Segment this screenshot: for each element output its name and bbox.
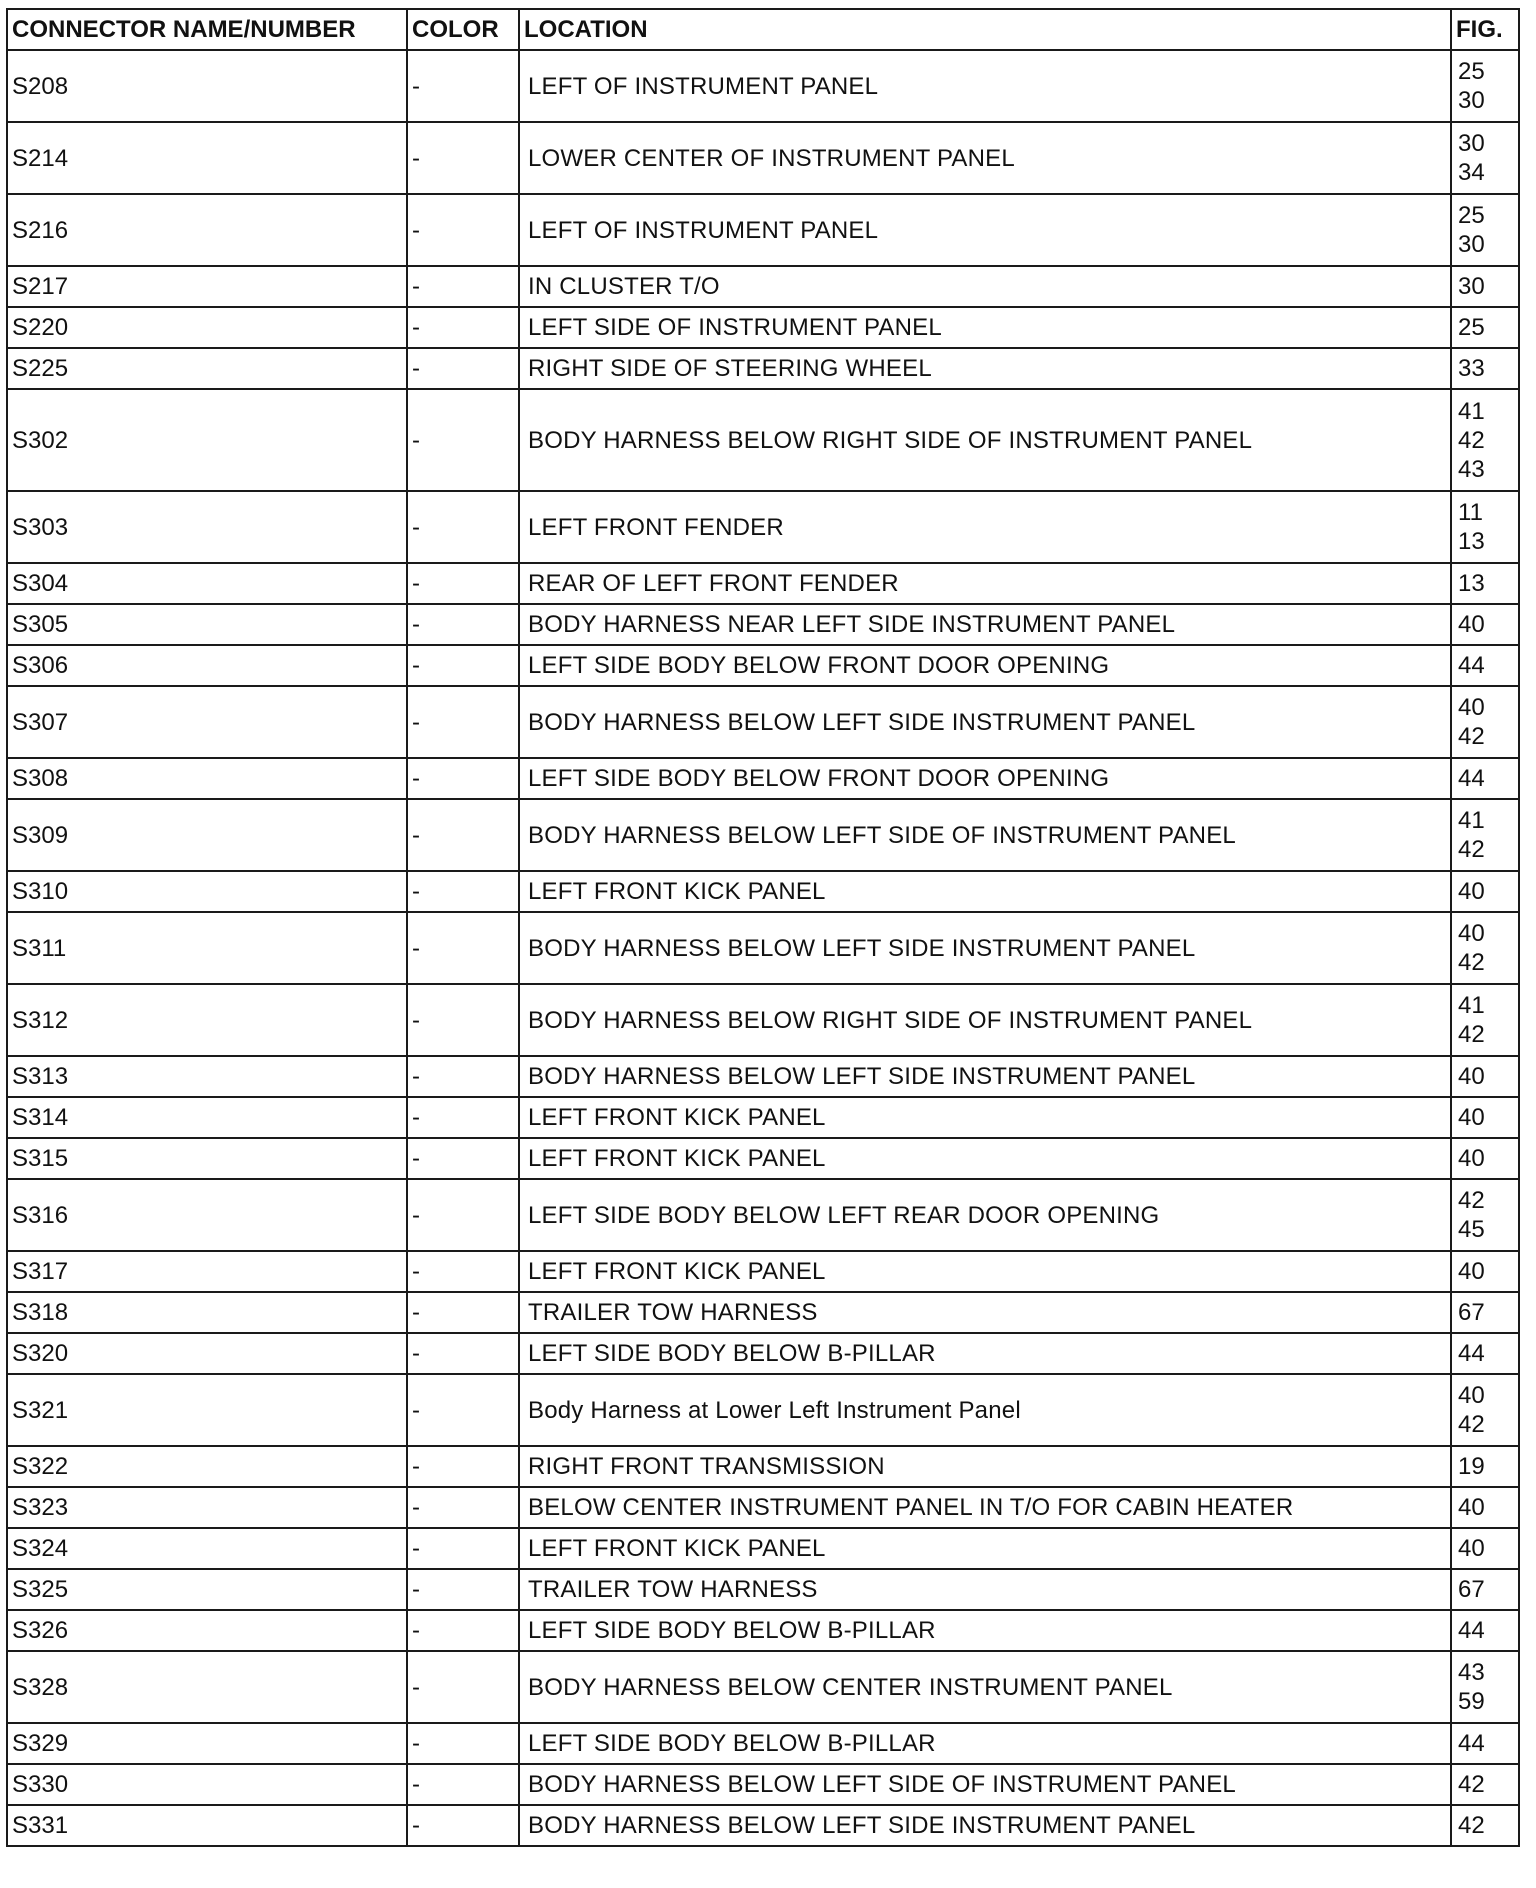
location-cell: LEFT SIDE BODY BELOW LEFT REAR DOOR OPENING [519,1179,1451,1251]
table-row [7,645,1519,686]
location-cell: LEFT SIDE OF INSTRUMENT PANEL [519,307,1451,348]
table-row [7,491,1519,563]
fig-cell [1451,645,1519,686]
fig-cell [1451,1179,1519,1251]
location-cell: BODY HARNESS BELOW LEFT SIDE OF INSTRUMENT PANEL [519,799,1451,871]
fig-number: 42 [1458,836,1485,863]
fig-number: 42 [1458,723,1485,750]
fig-number: 30 [1458,130,1485,157]
fig-number: 59 [1458,1688,1485,1715]
fig-cell [1451,50,1519,122]
fig-number: 67 [1458,1299,1485,1326]
fig-number: 40 [1458,1063,1485,1090]
table-row [7,1528,1519,1569]
table-row [7,1805,1519,1846]
table-row [7,871,1519,912]
location-cell: LEFT OF INSTRUMENT PANEL [519,194,1451,266]
table-row [7,50,1519,122]
fig-number: 13 [1458,570,1485,597]
connector-cell: S329 [7,1723,407,1764]
header-row [7,9,1519,50]
table-row [7,1292,1519,1333]
table-header [7,9,1519,50]
fig-number: 44 [1458,652,1485,679]
location-cell: BODY HARNESS BELOW CENTER INSTRUMENT PANEL [519,1651,1451,1723]
color-cell: - [407,1651,519,1723]
color-cell: - [407,912,519,984]
connector-cell: S214 [7,122,407,194]
table-row [7,799,1519,871]
connector-cell: S305 [7,604,407,645]
color-cell: - [407,1528,519,1569]
color-cell: - [407,348,519,389]
fig-number: 44 [1458,1617,1485,1644]
connector-cell: S315 [7,1138,407,1179]
color-cell: - [407,984,519,1056]
header-fig: FIG. [1451,9,1519,50]
location-cell: LEFT SIDE BODY BELOW B-PILLAR [519,1610,1451,1651]
table-row [7,1764,1519,1805]
connector-cell: S309 [7,799,407,871]
table-body [7,50,1519,1846]
fig-number: 40 [1458,694,1485,721]
fig-number: 42 [1458,1021,1485,1048]
location-cell: RIGHT FRONT TRANSMISSION [519,1446,1451,1487]
fig-number: 41 [1458,992,1485,1019]
location-cell: BODY HARNESS BELOW RIGHT SIDE OF INSTRUMENT PANEL [519,984,1451,1056]
connector-cell: S302 [7,389,407,491]
fig-cell [1451,1487,1519,1528]
fig-number: 45 [1458,1216,1485,1243]
color-cell: - [407,1097,519,1138]
fig-number: 44 [1458,765,1485,792]
fig-cell [1451,1292,1519,1333]
fig-cell [1451,389,1519,491]
fig-cell [1451,1764,1519,1805]
table-row [7,758,1519,799]
color-cell: - [407,1446,519,1487]
location-cell: LEFT FRONT KICK PANEL [519,1138,1451,1179]
fig-cell [1451,1097,1519,1138]
connector-cell: S326 [7,1610,407,1651]
fig-cell [1451,194,1519,266]
table-row [7,1569,1519,1610]
fig-cell [1451,122,1519,194]
table-row [7,389,1519,491]
fig-cell [1451,1333,1519,1374]
table-row [7,348,1519,389]
color-cell: - [407,758,519,799]
table-row [7,1487,1519,1528]
table-row [7,912,1519,984]
fig-cell [1451,1138,1519,1179]
fig-cell [1451,1569,1519,1610]
fig-number: 44 [1458,1340,1485,1367]
fig-number: 42 [1458,1771,1485,1798]
connector-cell: S318 [7,1292,407,1333]
location-cell: LEFT SIDE BODY BELOW B-PILLAR [519,1333,1451,1374]
table-row [7,686,1519,758]
connector-cell: S316 [7,1179,407,1251]
fig-number: 13 [1458,528,1485,555]
color-cell: - [407,1138,519,1179]
fig-number: 19 [1458,1453,1485,1480]
location-cell: BODY HARNESS BELOW LEFT SIDE INSTRUMENT PANEL [519,1056,1451,1097]
fig-number: 42 [1458,426,1485,454]
fig-number: 42 [1458,949,1485,976]
color-cell: - [407,1723,519,1764]
fig-number: 34 [1458,159,1485,186]
fig-cell [1451,686,1519,758]
location-cell: BELOW CENTER INSTRUMENT PANEL IN T/O FOR CABIN HEATER [519,1487,1451,1528]
connector-cell: S220 [7,307,407,348]
location-cell: BODY HARNESS BELOW LEFT SIDE INSTRUMENT PANEL [519,1805,1451,1846]
table-row [7,1610,1519,1651]
connector-cell: S323 [7,1487,407,1528]
table-row [7,266,1519,307]
header-connector: CONNECTOR NAME/NUMBER [7,9,407,50]
connector-cell: S307 [7,686,407,758]
fig-cell [1451,1805,1519,1846]
table-row [7,307,1519,348]
table-row [7,1333,1519,1374]
connector-cell: S325 [7,1569,407,1610]
color-cell: - [407,686,519,758]
location-cell: TRAILER TOW HARNESS [519,1569,1451,1610]
connector-cell: S303 [7,491,407,563]
color-cell: - [407,194,519,266]
color-cell: - [407,1569,519,1610]
connector-cell: S317 [7,1251,407,1292]
header-color: COLOR [407,9,519,50]
fig-number: 30 [1458,231,1485,258]
fig-number: 67 [1458,1576,1485,1603]
location-cell: REAR OF LEFT FRONT FENDER [519,563,1451,604]
connector-location-table [6,8,1520,1847]
connector-cell: S312 [7,984,407,1056]
fig-cell [1451,984,1519,1056]
fig-number: 40 [1458,1494,1485,1521]
table-row [7,1723,1519,1764]
fig-cell [1451,1651,1519,1723]
connector-cell: S308 [7,758,407,799]
fig-cell [1451,1446,1519,1487]
connector-cell: S331 [7,1805,407,1846]
fig-number: 30 [1458,87,1485,114]
color-cell: - [407,563,519,604]
table-row [7,1374,1519,1446]
color-cell: - [407,1179,519,1251]
fig-cell [1451,491,1519,563]
fig-cell [1451,871,1519,912]
fig-cell [1451,758,1519,799]
table-row [7,563,1519,604]
table-row [7,194,1519,266]
connector-cell: S313 [7,1056,407,1097]
location-cell: TRAILER TOW HARNESS [519,1292,1451,1333]
fig-number: 40 [1458,1382,1485,1409]
fig-number: 25 [1458,58,1485,85]
color-cell: - [407,50,519,122]
location-cell: LEFT FRONT KICK PANEL [519,1251,1451,1292]
fig-number: 42 [1458,1187,1485,1214]
color-cell: - [407,1292,519,1333]
location-cell: LEFT FRONT KICK PANEL [519,871,1451,912]
fig-number: 33 [1458,355,1485,382]
location-cell: LEFT FRONT FENDER [519,491,1451,563]
fig-cell [1451,1374,1519,1446]
fig-cell [1451,799,1519,871]
location-cell: Body Harness at Lower Left Instrument Panel [519,1374,1451,1446]
fig-number: 43 [1458,1659,1485,1686]
color-cell: - [407,871,519,912]
fig-number: 40 [1458,1535,1485,1562]
location-cell: LEFT OF INSTRUMENT PANEL [519,50,1451,122]
table-row [7,122,1519,194]
fig-number: 41 [1458,807,1485,834]
fig-number: 30 [1458,273,1485,300]
fig-number: 40 [1458,611,1485,638]
fig-cell [1451,348,1519,389]
location-cell: BODY HARNESS BELOW LEFT SIDE OF INSTRUMENT PANEL [519,1764,1451,1805]
color-cell: - [407,491,519,563]
connector-cell: S311 [7,912,407,984]
table-row [7,1097,1519,1138]
color-cell: - [407,1610,519,1651]
fig-number: 40 [1458,1104,1485,1131]
table-row [7,1446,1519,1487]
fig-cell [1451,307,1519,348]
table-row [7,984,1519,1056]
connector-cell: S208 [7,50,407,122]
location-cell: LOWER CENTER OF INSTRUMENT PANEL [519,122,1451,194]
connector-cell: S225 [7,348,407,389]
connector-cell: S324 [7,1528,407,1569]
color-cell: - [407,1487,519,1528]
color-cell: - [407,645,519,686]
fig-cell [1451,912,1519,984]
color-cell: - [407,1764,519,1805]
connector-cell: S321 [7,1374,407,1446]
fig-number: 44 [1458,1730,1485,1757]
fig-number: 40 [1458,1145,1485,1172]
color-cell: - [407,604,519,645]
fig-number: 25 [1458,314,1485,341]
color-cell: - [407,1805,519,1846]
location-cell: LEFT FRONT KICK PANEL [519,1097,1451,1138]
connector-cell: S217 [7,266,407,307]
fig-number: 11 [1458,499,1483,526]
connector-cell: S304 [7,563,407,604]
fig-cell [1451,1723,1519,1764]
location-cell: IN CLUSTER T/O [519,266,1451,307]
fig-cell [1451,1251,1519,1292]
location-cell: BODY HARNESS BELOW LEFT SIDE INSTRUMENT PANEL [519,686,1451,758]
color-cell: - [407,307,519,348]
location-cell: BODY HARNESS BELOW RIGHT SIDE OF INSTRUMENT PANEL [519,389,1451,491]
color-cell: - [407,389,519,491]
table-row [7,1651,1519,1723]
location-cell: LEFT SIDE BODY BELOW FRONT DOOR OPENING [519,758,1451,799]
location-cell: BODY HARNESS NEAR LEFT SIDE INSTRUMENT PANEL [519,604,1451,645]
connector-cell: S322 [7,1446,407,1487]
table-row [7,1138,1519,1179]
fig-number: 40 [1458,1258,1485,1285]
fig-cell [1451,1056,1519,1097]
connector-cell: S328 [7,1651,407,1723]
table-row [7,1056,1519,1097]
fig-number: 43 [1458,455,1485,483]
fig-cell [1451,604,1519,645]
fig-number: 41 [1458,397,1485,425]
fig-cell [1451,266,1519,307]
fig-number: 42 [1458,1411,1485,1438]
color-cell: - [407,799,519,871]
table-row [7,1251,1519,1292]
table-row [7,604,1519,645]
connector-cell: S310 [7,871,407,912]
location-cell: BODY HARNESS BELOW LEFT SIDE INSTRUMENT PANEL [519,912,1451,984]
connector-cell: S314 [7,1097,407,1138]
color-cell: - [407,1333,519,1374]
fig-cell [1451,1610,1519,1651]
connector-cell: S330 [7,1764,407,1805]
color-cell: - [407,122,519,194]
fig-cell [1451,563,1519,604]
color-cell: - [407,1251,519,1292]
color-cell: - [407,1374,519,1446]
connector-cell: S320 [7,1333,407,1374]
color-cell: - [407,1056,519,1097]
fig-number: 42 [1458,1812,1485,1839]
location-cell: LEFT SIDE BODY BELOW FRONT DOOR OPENING [519,645,1451,686]
fig-number: 40 [1458,920,1485,947]
table-row [7,1179,1519,1251]
location-cell: LEFT SIDE BODY BELOW B-PILLAR [519,1723,1451,1764]
color-cell: - [407,266,519,307]
connector-cell: S216 [7,194,407,266]
fig-number: 40 [1458,878,1485,905]
fig-number: 25 [1458,202,1485,229]
location-cell: LEFT FRONT KICK PANEL [519,1528,1451,1569]
location-cell: RIGHT SIDE OF STEERING WHEEL [519,348,1451,389]
header-location: LOCATION [519,9,1451,50]
fig-cell [1451,1528,1519,1569]
connector-cell: S306 [7,645,407,686]
